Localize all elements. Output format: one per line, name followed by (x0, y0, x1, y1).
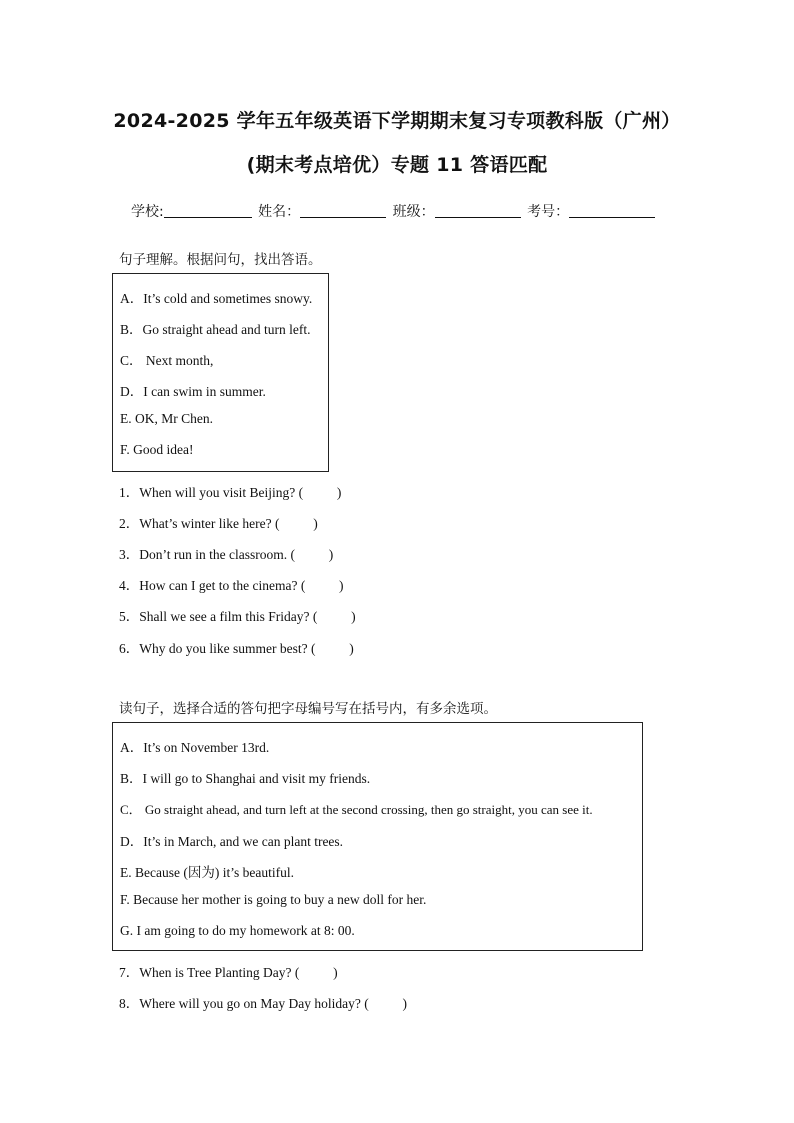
page-title: 2024-2025 学年五年级英语下学期期末复习专项教科版（广州） (113, 110, 681, 132)
question-1: 1．When will you visit Beijing? ( ) (119, 485, 342, 500)
name-field[interactable] (300, 203, 386, 218)
section1-options-box (112, 273, 329, 472)
option-e: E. OK, Mr Chen. (120, 411, 213, 426)
class-label: 班级： (392, 204, 435, 220)
question-4: 4．How can I get to the cinema? ( ) (119, 578, 344, 593)
option-g: G. I am going to do my homework at 8: 00. (120, 923, 355, 938)
answer-blank-6[interactable]: ( ) (310, 641, 354, 656)
school-label: 学校: (131, 204, 164, 220)
answer-blank-4[interactable]: ( ) (300, 578, 344, 593)
option-a: A．It’s on November 13rd. (120, 740, 270, 755)
answer-blank-2[interactable]: ( ) (274, 516, 318, 531)
option-a: A．It’s cold and sometimes snowy. (120, 291, 313, 306)
question-2: 2．What’s winter like here? ( ) (119, 516, 318, 531)
option-b: B．Go straight ahead and turn left. (120, 322, 311, 337)
option-c: C． Next month, (120, 353, 214, 368)
exam-number-label: 考号： (527, 204, 570, 220)
question-6: 6．Why do you like summer best? ( ) (119, 641, 354, 656)
answer-blank-7[interactable]: ( ) (294, 965, 338, 980)
answer-blank-3[interactable]: ( ) (290, 547, 334, 562)
answer-blank-8[interactable]: ( ) (364, 996, 407, 1011)
question-7: 7．When is Tree Planting Day? ( ) (119, 965, 338, 980)
section2-options-box (112, 722, 643, 951)
name-label: 姓名： (258, 204, 301, 220)
option-d: D．I can swim in summer. (120, 384, 266, 399)
exam-number-field[interactable] (569, 203, 655, 218)
option-c: C． Go straight ahead, and turn left at the second crossing, then go straight, you can see it. (120, 802, 593, 817)
student-info-row (131, 201, 657, 221)
answer-blank-1[interactable]: ( ) (298, 485, 342, 500)
option-f: F. Good idea! (120, 442, 194, 457)
question-3: 3．Don’t run in the classroom. ( ) (119, 547, 334, 562)
section2-instruction: 读句子，选择合适的答句把字母编号写在括号内，有多余选项。 (119, 701, 497, 717)
page-subtitle: (期末考点培优）专题 11 答语匹配 (246, 154, 548, 176)
option-f: F. Because her mother is going to buy a new doll for her. (120, 892, 427, 907)
answer-blank-5[interactable]: ( ) (312, 609, 356, 624)
school-field[interactable] (164, 203, 252, 218)
section1-instruction: 句子理解。根据问句，找出答语。 (119, 252, 322, 268)
question-5: 5．Shall we see a film this Friday? ( ) (119, 609, 356, 624)
option-e: E. Because (因为) it’s beautiful. (120, 865, 294, 880)
question-8: 8．Where will you go on May Day holiday? ( ) (119, 996, 407, 1011)
class-field[interactable] (435, 203, 521, 218)
option-d: D．It’s in March, and we can plant trees. (120, 834, 344, 849)
option-b: B．I will go to Shanghai and visit my friends. (120, 771, 371, 786)
